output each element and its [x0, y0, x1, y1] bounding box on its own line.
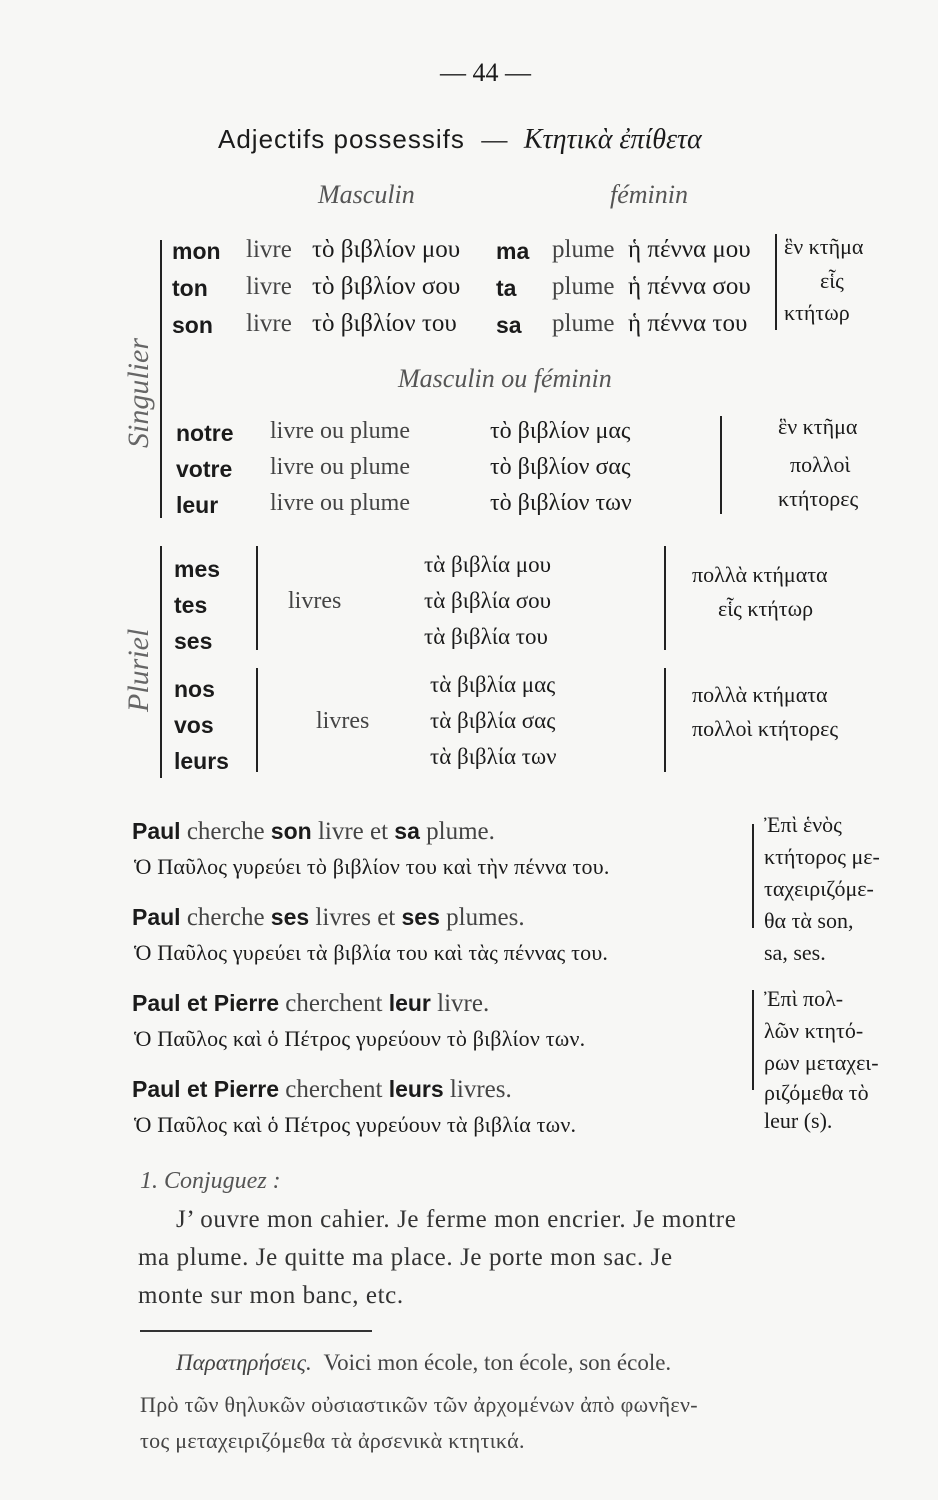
- possessive-common: notre: [176, 420, 234, 446]
- page-title: [218, 124, 702, 156]
- singular-rule: [160, 240, 162, 518]
- noun-plume: plume: [552, 236, 615, 263]
- possessive-masc: son: [172, 312, 213, 338]
- note-line: κτήτορες: [778, 486, 859, 511]
- note-line: ἓν κτῆμα: [778, 414, 858, 439]
- example-fr: [132, 990, 489, 1018]
- example-keyword: leurs: [388, 1076, 444, 1102]
- possessive-masc: ton: [172, 275, 208, 301]
- margin-note-1-line: Ἐπὶ ἑνὸς: [764, 812, 842, 837]
- example-keyword: Paul: [132, 904, 181, 930]
- greek-plural: τὰ βιβλία σου: [424, 588, 552, 613]
- plural-possessive: leurs: [174, 748, 229, 774]
- footnote-line3: τος μεταχειριζόμεθα τὰ ἀρσενικὰ κτητικά.: [140, 1428, 525, 1453]
- title-fr: Adjectifs possessifs: [218, 124, 465, 154]
- footnote-line2: Πρὸ τῶν θηλυκῶν οὐσιαστικῶν τῶν ἀρχομένων ἀπὸ φωνῆεν-: [140, 1392, 698, 1417]
- greek-plural: τὰ βιβλία μας: [430, 672, 556, 697]
- example-keyword: Paul: [132, 818, 181, 844]
- greek-masc: τὸ βιβλίον σου: [312, 273, 461, 300]
- noun-livre-ou-plume: livre ou plume: [270, 454, 410, 480]
- title-gr: Κτητικὰ ἐπίθετα: [523, 124, 702, 155]
- margin-note-1-line: sa, ses.: [764, 940, 826, 965]
- noun-livre-ou-plume: livre ou plume: [270, 418, 410, 444]
- margin-bracket: [752, 990, 754, 1090]
- possessive-common: votre: [176, 456, 233, 482]
- exercise-line: ma plume. Je quitte ma place. Je porte mon sac. Je: [138, 1244, 673, 1271]
- example-text: cherchent: [279, 1076, 389, 1103]
- example-text: livres.: [443, 1076, 512, 1103]
- margin-note-2-line: λῶν κτητό-: [764, 1018, 864, 1043]
- example-fr: [132, 904, 525, 932]
- example-fr: [132, 818, 495, 846]
- example-text: livre et: [311, 818, 395, 845]
- bracket-left: [256, 668, 258, 772]
- note-line: πολλοὶ: [790, 452, 851, 477]
- header-masculin: Masculin: [318, 180, 415, 209]
- possessive-fem: ma: [496, 238, 530, 264]
- greek-fem: ἡ πέννα σου: [628, 273, 751, 300]
- noun-livre-ou-plume: livre ou plume: [270, 490, 410, 516]
- footnote: [176, 1350, 671, 1376]
- example-text: plumes.: [439, 904, 525, 931]
- possessive-common: leur: [176, 492, 219, 518]
- greek-common: τὸ βιβλίον σας: [490, 454, 631, 480]
- footnote-divider: [140, 1330, 372, 1332]
- margin-note-1-line: κτήτορος με-: [764, 844, 880, 869]
- example-keyword: Paul et Pierre: [132, 1076, 280, 1102]
- plural-possessive: ses: [174, 628, 213, 654]
- plural-possessive: mes: [174, 556, 221, 582]
- plural-possessive: vos: [174, 712, 214, 738]
- footnote-line1: Voici mon école, ton école, son école.: [323, 1350, 672, 1375]
- side-label-singulier: Singulier: [122, 338, 155, 448]
- margin-note-2-line: leur (s).: [764, 1108, 833, 1133]
- exercise-line: J’ ouvre mon cahier. Je ferme mon encrier. Je montre: [176, 1206, 737, 1233]
- margin-note-2-line: ρων μεταχει-: [764, 1050, 879, 1075]
- margin-note-1-line: ταχειριζόμε-: [764, 876, 874, 901]
- side-label-pluriel: Pluriel: [122, 628, 155, 712]
- page-number: — 44 —: [440, 58, 531, 87]
- note-line: κτήτωρ: [784, 300, 850, 325]
- example-text: livres et: [309, 904, 402, 931]
- margin-note-1-line: θα τὰ son,: [764, 908, 854, 933]
- example-gr: Ὁ Παῦλος γυρεύει τὸ βιβλίον του καὶ τὴν πέννα του.: [134, 854, 610, 879]
- bracket-right: [664, 668, 666, 772]
- greek-plural: τὰ βιβλία μου: [424, 552, 551, 577]
- example-keyword: Paul et Pierre: [132, 990, 280, 1016]
- plural-note-line: πολλοὶ κτήτορες: [692, 716, 839, 741]
- plural-possessive: nos: [174, 676, 215, 702]
- noun-plume: plume: [552, 273, 615, 300]
- noun-livre: livre: [246, 310, 292, 337]
- example-text: cherche: [180, 904, 271, 931]
- greek-fem: ἡ πέννα του: [628, 310, 748, 337]
- greek-plural: τὰ βιβλία του: [424, 624, 548, 649]
- noun-livres: livres: [316, 708, 370, 734]
- example-gr: Ὁ Παῦλος καὶ ὁ Πέτρος γυρεύουν τὰ βιβλία των.: [134, 1112, 577, 1137]
- greek-masc: τὸ βιβλίον μου: [312, 236, 461, 263]
- noun-livre: livre: [246, 273, 292, 300]
- example-keyword: ses: [401, 904, 440, 930]
- greek-masc: τὸ βιβλίον του: [312, 310, 457, 337]
- plural-possessive: tes: [174, 592, 208, 618]
- note2-bar: [720, 416, 722, 514]
- possessive-fem: sa: [496, 312, 522, 338]
- plural-rule: [160, 546, 162, 778]
- greek-common: τὸ βιβλίον των: [490, 490, 632, 516]
- example-text: livre.: [430, 990, 490, 1017]
- exercise-heading: 1. Conjuguez :: [140, 1168, 281, 1194]
- example-keyword: leur: [388, 990, 431, 1016]
- example-fr: [132, 1076, 512, 1104]
- plural-note-line: εἷς κτήτωρ: [718, 596, 814, 621]
- example-text: plume.: [419, 818, 495, 845]
- header-masc-ou-fem: Masculin ou féminin: [398, 364, 612, 393]
- greek-common: τὸ βιβλίον μας: [490, 418, 631, 444]
- example-text: cherche: [180, 818, 271, 845]
- noun-plume: plume: [552, 310, 615, 337]
- margin-bracket: [752, 824, 754, 928]
- note1-bar: [775, 234, 777, 330]
- note-line: ἓν κτῆμα: [784, 234, 864, 259]
- greek-plural: τὰ βιβλία των: [430, 744, 557, 769]
- note-line: εἷς: [820, 268, 844, 293]
- possessive-masc: mon: [172, 238, 221, 264]
- noun-livres: livres: [288, 588, 342, 614]
- title-dash: —: [481, 125, 508, 154]
- example-gr: Ὁ Παῦλος γυρεύει τὰ βιβλία του καὶ τὰς πέννας του.: [134, 940, 609, 965]
- example-keyword: sa: [394, 818, 420, 844]
- example-keyword: ses: [270, 904, 310, 930]
- header-feminin: féminin: [610, 180, 688, 209]
- example-gr: Ὁ Παῦλος καὶ ὁ Πέτρος γυρεύουν τὸ βιβλίον των.: [134, 1026, 586, 1051]
- greek-fem: ἡ πέννα μου: [628, 236, 751, 263]
- example-keyword: son: [270, 818, 312, 844]
- plural-note-line: πολλὰ κτήματα: [692, 682, 828, 707]
- noun-livre: livre: [246, 236, 292, 263]
- bracket-right: [664, 546, 666, 650]
- greek-plural: τὰ βιβλία σας: [430, 708, 556, 733]
- plural-note-line: πολλὰ κτήματα: [692, 562, 828, 587]
- margin-note-2-line: Ἐπὶ πολ-: [764, 986, 844, 1011]
- bracket-left: [256, 546, 258, 650]
- possessive-fem: ta: [496, 275, 517, 301]
- footnote-label: Παρατηρήσεις.: [176, 1350, 312, 1375]
- example-text: cherchent: [279, 990, 389, 1017]
- margin-note-2-line: ριζόμεθα τὸ: [764, 1080, 869, 1105]
- exercise-line: monte sur mon banc, etc.: [138, 1282, 404, 1309]
